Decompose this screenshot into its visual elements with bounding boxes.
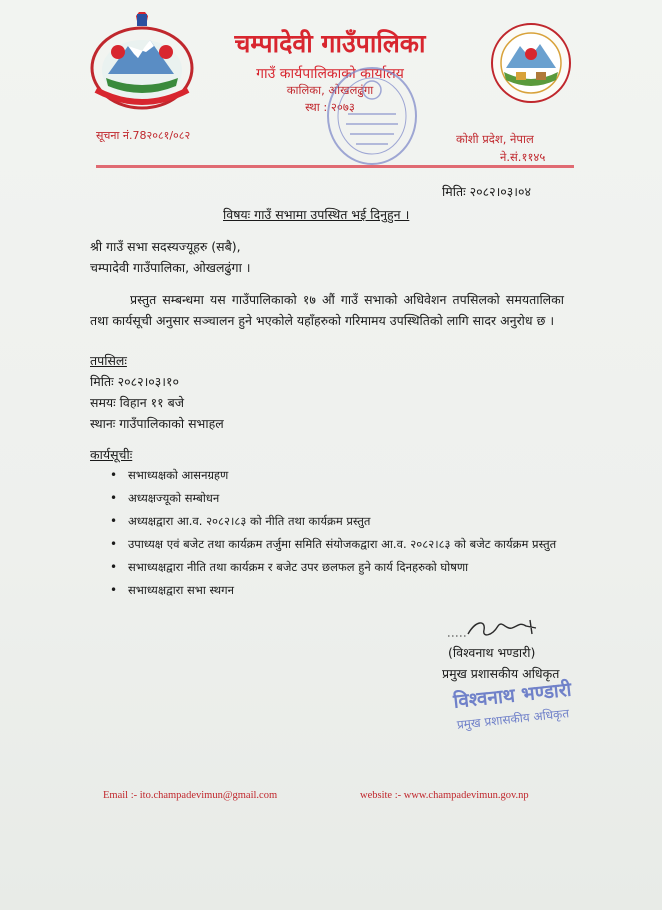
letter-subject: विषयः गाउँ सभामा उपस्थित भई दिनुहुन । xyxy=(223,207,410,222)
schedule-heading: तपसिलः xyxy=(90,353,127,368)
established-year: स्था : २०७३ xyxy=(305,100,355,114)
office-round-stamp xyxy=(322,60,422,170)
handwritten-signature xyxy=(446,616,556,642)
municipality-seal-logo xyxy=(490,22,572,104)
footer-email: Email :- ito.champadevimun@gmail.com xyxy=(103,790,278,801)
bullet-icon: • xyxy=(110,560,118,574)
bullet-icon: • xyxy=(110,583,118,597)
agenda-item xyxy=(108,535,558,554)
office-name: गाउँ कार्यपालिकाको कार्यालय xyxy=(256,66,404,82)
header-divider xyxy=(96,165,574,168)
official-stamp-name: विश्वनाथ भण्डारी xyxy=(452,678,573,713)
nepal-emblem-logo xyxy=(88,12,196,112)
agenda-item-text: अध्यक्षज्यूको सम्बोधन xyxy=(128,491,220,505)
signatory-title: प्रमुख प्रशासकीय अधिकृत xyxy=(442,666,560,681)
official-stamp-title: प्रमुख प्रशासकीय अधिकृत xyxy=(456,706,570,732)
bullet-icon: • xyxy=(110,514,118,528)
addressee-line-1: श्री गाउँ सभा सदस्यज्यूहरु (सबै), xyxy=(90,239,241,254)
agenda-heading: कार्यसूचीः xyxy=(90,447,133,462)
municipality-title: चम्पादेवी गाउँपालिका xyxy=(234,29,426,58)
agenda-item xyxy=(108,512,558,531)
agenda-item xyxy=(108,489,558,508)
agenda-item xyxy=(108,581,558,600)
schedule-venue: स्थानः गाउँपालिकाको सभाहल xyxy=(90,416,224,431)
agenda-item-text: सभाध्यक्षद्वारा नीति तथा कार्यक्रम र बजेट उपर छलफल हुने कार्य दिनहरुको घोषणा xyxy=(128,560,469,574)
bullet-icon: • xyxy=(110,491,118,505)
agenda-item-text: सभाध्यक्षको आसनग्रहण xyxy=(128,468,229,482)
signatory-name: (विश्वनाथ भण्डारी) xyxy=(448,645,536,660)
nepal-sambat-number: ने.सं.११४५ xyxy=(500,150,546,164)
bullet-icon: • xyxy=(110,537,118,551)
agenda-item-text: अध्यक्षद्वारा आ.व. २०८२।८३ को नीति तथा कार्यक्रम प्रस्तुत xyxy=(128,514,371,528)
agenda-item xyxy=(108,466,558,485)
letter-date: मितिः २०८२।०३।०४ xyxy=(442,184,532,199)
addressee-line-2: चम्पादेवी गाउँपालिका, ओखलढुंगा । xyxy=(90,260,251,275)
letter-body: प्रस्तुत सम्बन्धमा यस गाउँपालिकाको १७ औं गाउँ सभाको अधिवेशन तपसिलको समयतालिका तथा कार्यसूची अनुसार सञ्चालन हुने भएकोले यहाँहरुको गरिमामय उपस्थितिको लागि सादर अनुरोध छ । xyxy=(90,292,564,328)
schedule-date: मितिः २०८२।०३।१० xyxy=(90,374,180,389)
province-label: कोशी प्रदेश, नेपाल xyxy=(456,132,534,146)
agenda-item-text: सभाध्यक्षद्वारा सभा स्थगन xyxy=(128,583,234,597)
office-address: कालिका, ओखलढुंगा xyxy=(286,83,374,97)
agenda-list xyxy=(108,466,558,604)
footer-website: website :- www.champadevimun.gov.np xyxy=(360,790,529,801)
notice-reference-number: सूचना नं.78२०८१/०८२ xyxy=(96,129,191,142)
agenda-item xyxy=(108,558,558,577)
agenda-item-text: उपाध्यक्ष एवं बजेट तथा कार्यक्रम तर्जुमा समिति संयोजकद्वारा आ.व. २०८२।८३ को बजेट कार्यक्रम प्रस्तुत xyxy=(128,537,557,551)
schedule-time: समयः विहान ११ बजे xyxy=(90,395,185,410)
bullet-icon: • xyxy=(110,468,118,482)
